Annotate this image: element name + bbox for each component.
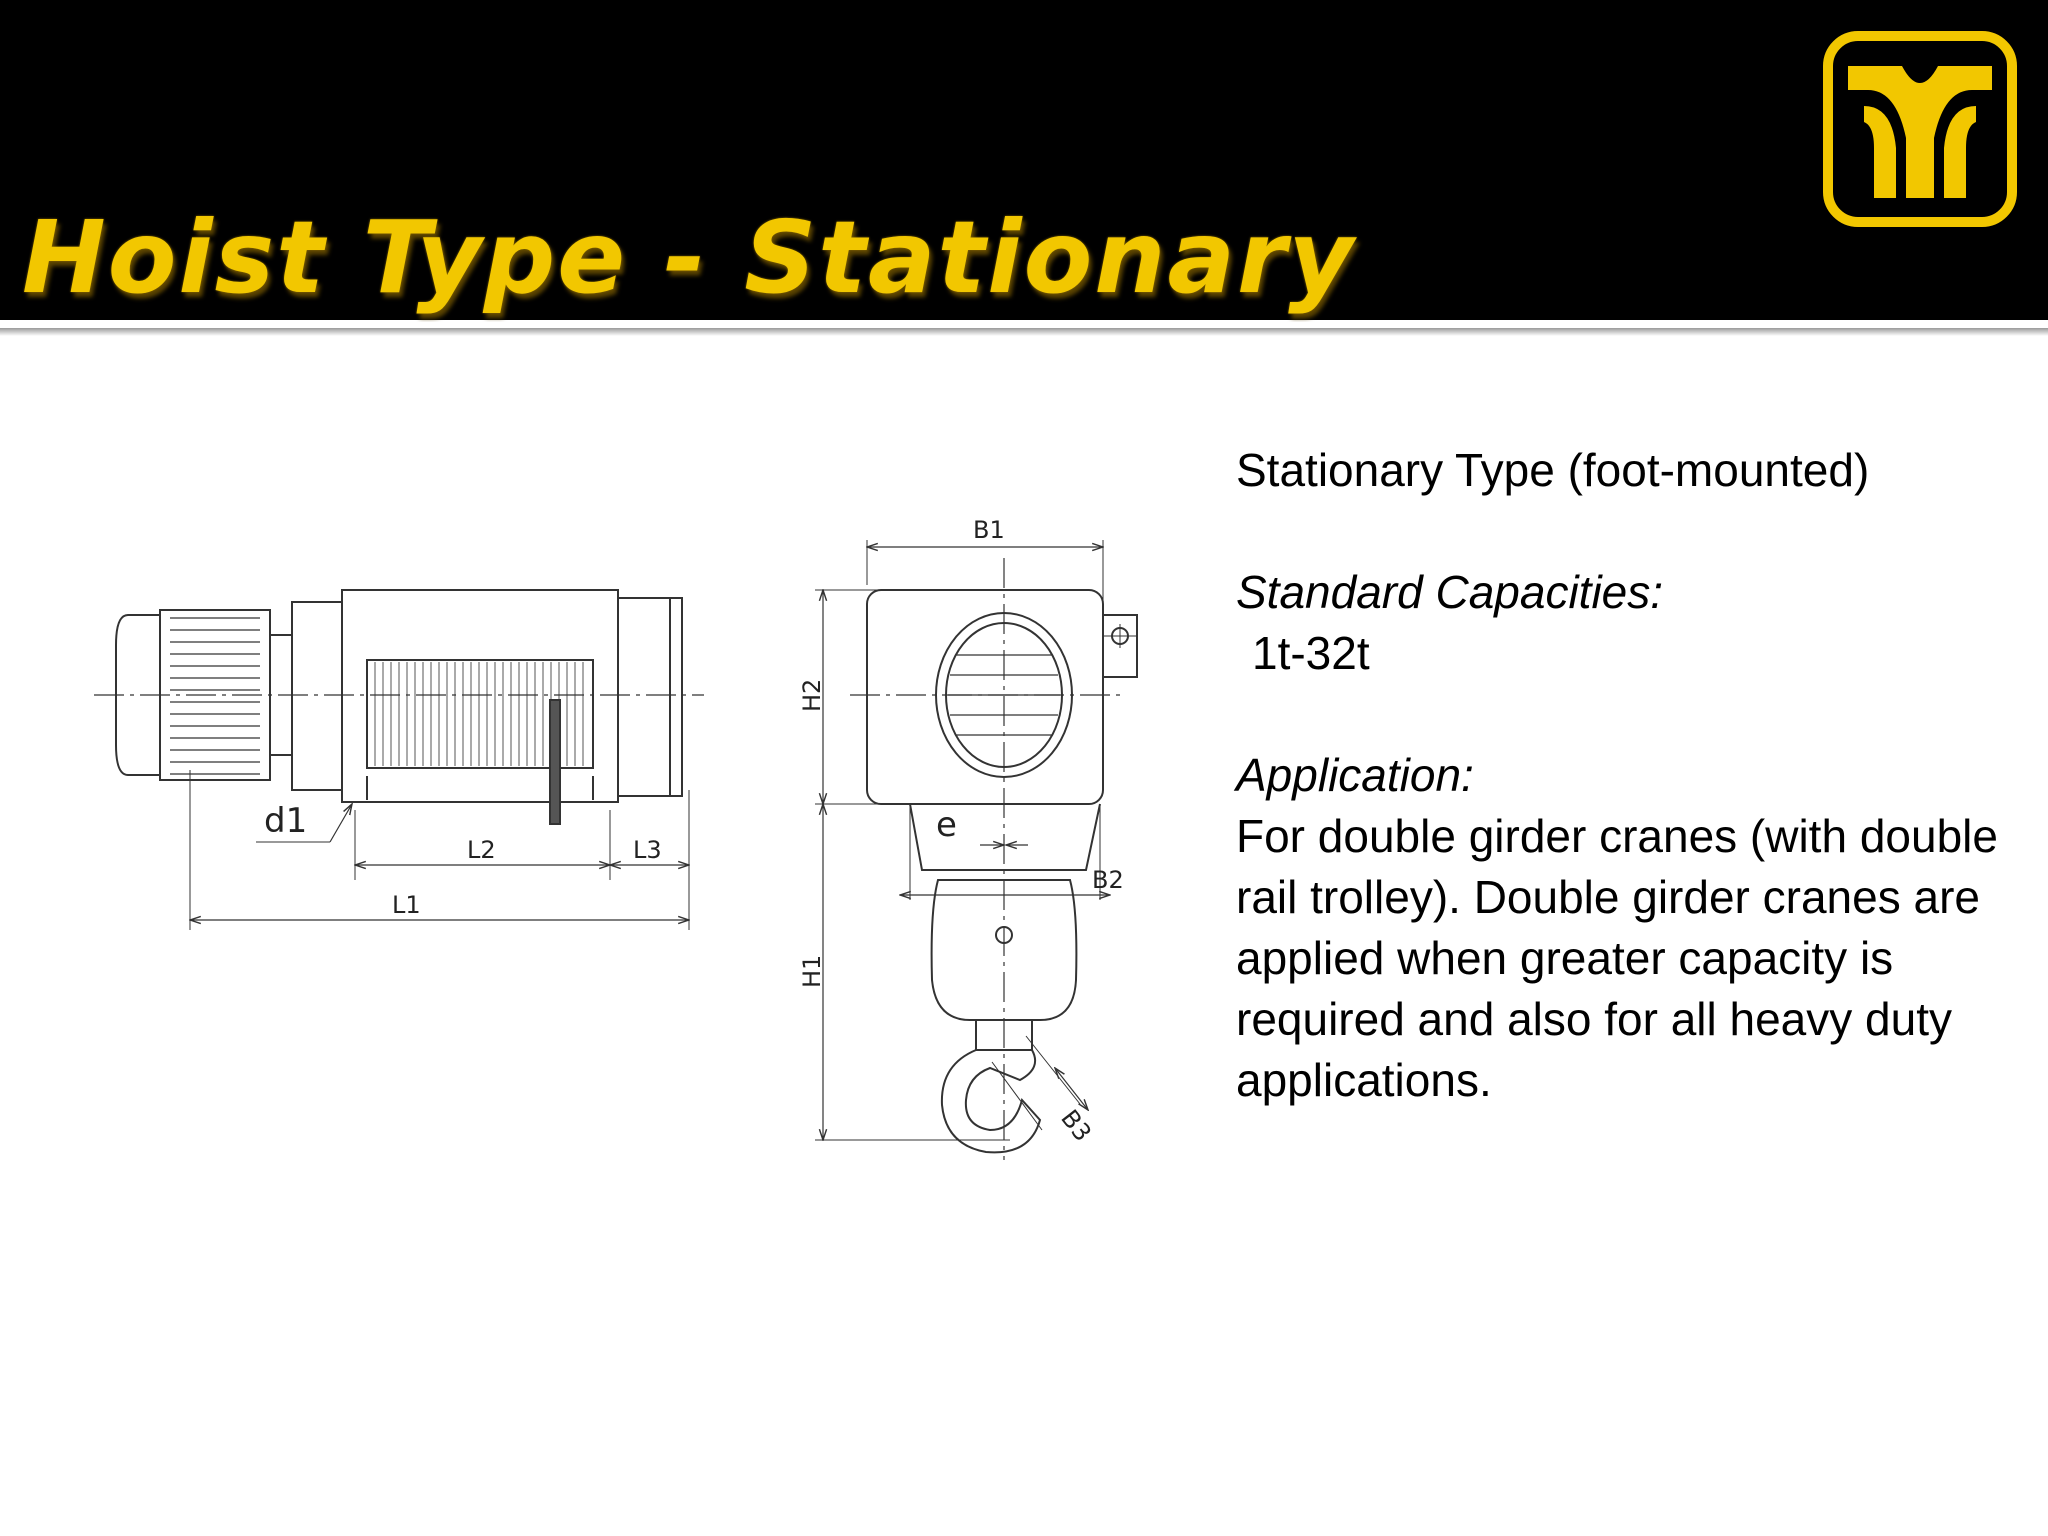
dim-label-l1: L1 (392, 891, 421, 919)
dim-label-l3: L3 (633, 836, 662, 864)
application-text: For double girder cranes (with double rail trolley). Double girder cranes are applied when greater capacity is required and also for all heavy duty applications. (1236, 810, 1998, 1106)
dim-label-h2: H2 (798, 678, 826, 712)
info-heading: Stationary Type (foot-mounted) (1236, 444, 1870, 496)
dim-label-d1: d1 (264, 801, 308, 841)
dim-label-b2: B2 (1092, 866, 1124, 894)
capacities-value: 1t-32t (1252, 627, 1370, 679)
dim-label-l2: L2 (467, 836, 496, 864)
header-divider-shadow (0, 328, 2048, 336)
dim-label-h1: H1 (798, 954, 826, 988)
slide-title: Hoist Type - Stationary (22, 199, 1356, 316)
dim-label-b1: B1 (973, 516, 1005, 544)
dim-label-b3: B3 (1055, 1104, 1097, 1147)
company-logo-y-icon (1822, 30, 2018, 230)
hoist-info-text (1236, 440, 2016, 1111)
hoist-technical-drawing (80, 440, 1180, 1180)
dim-label-e: e (936, 805, 957, 845)
capacities-label: Standard Capacities: (1236, 566, 1664, 618)
application-label: Application: (1236, 749, 1474, 801)
